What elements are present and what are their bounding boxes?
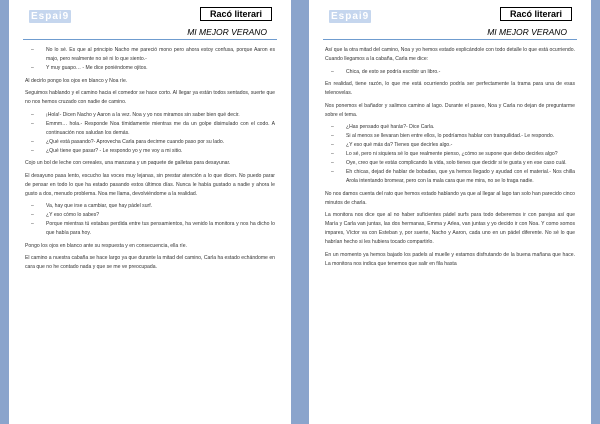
- dialogue-line: – ¿Y eso qué más da? Tienes que decirles algo.-: [325, 141, 575, 150]
- paragraph: No nos damos cuenta del rato que hemos estado hablando ya que al llegar al lago tan solo han parecido cinco minutos de charla.: [325, 190, 575, 206]
- magazine-logo: [329, 10, 371, 23]
- dialogue-line: – Y muy guapo… - Me dice poniéndome ojitos.: [25, 64, 275, 73]
- dialogue-line: – ¿Has pensado qué harás?- Dice Carla.: [325, 123, 575, 132]
- story-text: [325, 46, 575, 269]
- paragraph: Pongo los ojos en blanco ante su respuesta y en consecuencia, ella ríe.: [25, 242, 187, 249]
- story-title: MI MEJOR VERANO: [487, 27, 567, 37]
- dialogue-line: – Porque mientras tú estabas perdida entre tus pensamientos, ha venido la monitora y nos ha dicho lo que había para hoy.: [25, 220, 275, 238]
- dialogue-line: – ¿Qué está pasando?- Aprovecha Carla para decirme cuando paso por su lado.: [25, 138, 275, 147]
- dialogue-line: – ¿Qué tiene que pasar? - Le respondo yo y me voy a mi sitio.: [25, 147, 275, 156]
- dialogue-line: – Emmm… hola.- Responde Noa tímidamente mientras me da un golpe disimulado con el codo. A continuación nos saludan los demás.: [25, 120, 275, 138]
- header-divider: [323, 39, 577, 40]
- paragraph: El desayuno pasa lento, escucho las voces muy lejanas, sin prestar atención a lo que dicen. No puedo parar de pensar en todo lo que ha estado pasando estos últimos días. Nunca le había gustado a nadie y ahora le gusto a dos, menudo problema. Noa me llama, devolviéndome a la realidad.: [25, 172, 275, 197]
- paragraph: En un momento ya hemos bajado los padels al muelle y estamos disfrutando de la buena mañana que hace. La monitora nos indica que tenemos que salir en fila hasta: [325, 251, 575, 267]
- magazine-logo: [29, 10, 71, 23]
- paragraph: Nos ponemos el bañador y salimos camino al lago. Durante el paseo, Noa y Carla no dejan de preguntarme sobre el tema.: [325, 102, 575, 118]
- story-title: MI MEJOR VERANO: [187, 27, 267, 37]
- page-left: [9, 0, 291, 424]
- section-title: Racó literari: [500, 7, 572, 21]
- dialogue-line: – No lo sé. Es que al principio Nacho me pareció mono pero ahora estoy confusa, porque Aaron es majo, pero realmente no sé ni lo que siento.-: [25, 46, 275, 64]
- paragraph: Cojo un bol de leche con cereales, una manzana y un paquete de galletas para desayunar.: [25, 160, 231, 166]
- logo-text: Espai9: [331, 11, 370, 22]
- dialogue-line: – Eh chicas, dejad de hablar de bobadas, que ya hemos llegado y ayudad con el material.- Nos chilla Arola intentando bromear, pero con la mala cara que me mira, no se lo traga nadie.: [325, 168, 575, 186]
- paragraph: Al decirlo pongo los ojos en blanco y Noa ríe.: [25, 77, 128, 84]
- paragraph: Seguimos hablando y el camino hacia el comedor se hace corto. Al llegar ya están todos sentados, suerte que no nos hemos cruzado con nadie de camino.: [25, 90, 275, 105]
- dialogue-line: – Oye, creo que te estás complicando la vida, solo tienes que decidir si te gusta y en ese caso cuál.: [325, 159, 575, 168]
- paragraph: Así que la otra mitad del camino, Noa y yo hemos estado explicándole con todo detalle lo que está ocurriendo. Cuando llegamos a la cabaña, Carla me dice:: [325, 47, 575, 62]
- paragraph: El camino a nuestra cabaña se hace largo ya que durante la mitad del camino, Carla ha estado echándome en cara que no he contado nada y que se me ve preocupada.: [25, 255, 275, 270]
- dialogue-line: – Chica, de esto se podría escribir un libro.-: [325, 68, 575, 77]
- dialogue-line: – Si al menos se llevaran bien entre ellos, lo podríamos hablar con tranquilidad.- Le respondo.: [325, 132, 575, 141]
- dialogue-line: – ¿Y eso cómo lo sabes?: [25, 211, 275, 220]
- section-title: Racó literari: [200, 7, 272, 21]
- header-divider: [23, 39, 277, 40]
- page-right: [309, 0, 591, 424]
- dialogue-line: – Va, hay que irse a cambiar, que hay pádel surf.: [25, 202, 275, 211]
- story-text: [25, 46, 275, 272]
- dialogue-line: – Lo sé, pero ni siquiera sé lo que realmente pienso, ¿cómo se supone que debo decirles algo?: [325, 150, 575, 159]
- paragraph: La monitora nos dice que al no haber suficientes pádel surfs para todo deberemos ir con parejas así que María y Carla van juntas, las dos hermanas, Emma y Arlea, van juntas y yo decido ir con Noa. Y como somos impares, Víctor va con Esteban y, por suerte, Nacho y Aaron, cada uno en un pádel diferente. No sé lo que habrían hecho si les hubiera tocado compartirlo.: [325, 212, 575, 245]
- dialogue-line: – ¡Hola!- Dicen Nacho y Aaron a la vez. Noa y yo nos miramos sin saber bien qué decir.: [25, 111, 275, 120]
- paragraph: En realidad, tiene razón, lo que me está ocurriendo podría ser perfectamente la trama para una de esas telenovelas.: [325, 81, 575, 96]
- logo-text: Espai9: [31, 11, 70, 22]
